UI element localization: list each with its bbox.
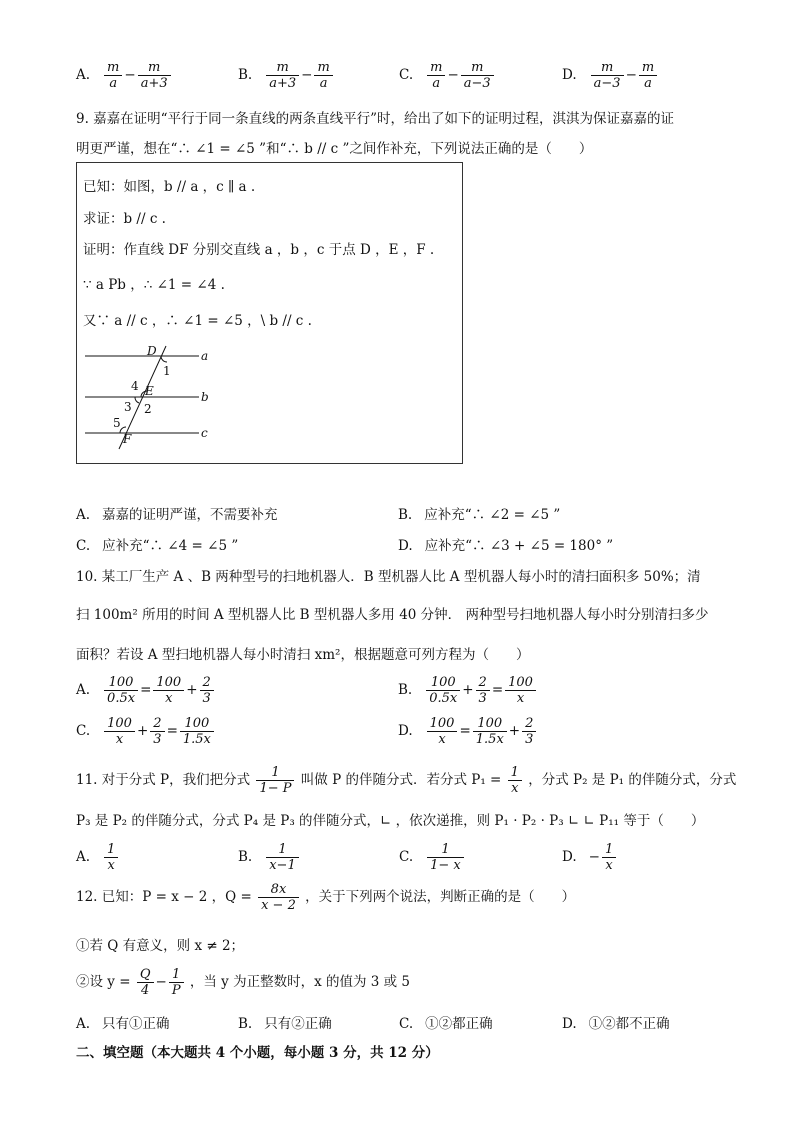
q12-statement-1: ①若 Q 有意义，则 x ≠ 2； xyxy=(76,938,245,954)
q12-option-a[interactable]: A. 只有①正确 xyxy=(76,1016,170,1032)
q9-option-d[interactable]: D. 应补充“∴ ∠3 + ∠5 = 180° ” xyxy=(398,538,614,554)
fraction: $\frac{m}{a+3}$ xyxy=(138,60,171,91)
label-a: a xyxy=(201,349,209,363)
fraction: $\frac{100}{1.5x}$ xyxy=(180,716,214,747)
label-angle-2: 2 xyxy=(144,402,152,416)
q-fraction: $\frac{8x}{x - 2}$ xyxy=(258,882,299,913)
q11-line2: P₃ 是 P₂ 的伴随分式，分式 P₄ 是 P₃ 的伴随分式，∟ ，依次递推，则 P₁ · P₂ · P₃ ∟ ∟ P₁₁ 等于（ ） xyxy=(76,813,705,829)
fraction: $\frac{1}{x}$ xyxy=(104,842,118,873)
q12-option-b[interactable]: B. 只有②正确 xyxy=(238,1016,332,1032)
q12-statement-2: ②设 y = $\frac{Q}{4}$ − $\frac{1}{P}$ ，当 y 为正整数时，x 的值为 3 或 5 xyxy=(76,967,411,998)
q10-option-d[interactable]: D. $\frac{100}{x}$ = $\frac{100}{1.5x}$ + $\frac{2}{3}$ xyxy=(398,716,538,747)
q10-option-b[interactable]: B. $\frac{100}{0.5x}$ + $\frac{2}{3}$ = $\frac{100}{x}$ xyxy=(398,675,538,706)
q10-line3: 面积？若设 A 型扫地机器人每小时清扫 xm²，根据题意可列方程为（ ） xyxy=(76,647,530,663)
fraction: $\frac{100}{0.5x}$ xyxy=(104,675,138,706)
label-angle-4: 4 xyxy=(131,379,139,393)
fraction: $\frac{m}{a}$ xyxy=(639,60,657,91)
label-F: F xyxy=(123,432,132,446)
fraction: $\frac{1}{x-1}$ xyxy=(266,842,299,873)
proof-given: 已知：如图，b // a ，c ∥ a . xyxy=(83,179,256,195)
q10-line2: 扫 100m² 所用的时间 A 型机器人比 B 型机器人多用 40 分钟． 两种型号扫地机器人每小时分别清扫多少 xyxy=(76,607,709,623)
fraction: $\frac{m}{a-3}$ xyxy=(461,60,494,91)
fraction: $\frac{2}{3}$ xyxy=(150,716,164,747)
q10-option-c[interactable]: C. $\frac{100}{x}$ + $\frac{2}{3}$ = $\frac{100}{1.5x}$ xyxy=(76,716,216,747)
q11-line1: 11. 对于分式 P，我们把分式 $\frac{1}{1- P}$ 叫做 P 的伴随分式．若分式 P₁ = $\frac{1}{x}$ ，分式 P₂ 是 P₁ 的伴随分式，分式 xyxy=(76,765,737,796)
fraction: $\frac{m}{a}$ xyxy=(314,60,332,91)
fraction: $\frac{1}{1- x}$ xyxy=(427,842,464,873)
parallel-lines-figure xyxy=(77,163,462,463)
q8-option-b[interactable]: B. $\frac{m}{a+3}$ − $\frac{m}{a}$ xyxy=(238,60,335,91)
q10-line1: 10. 某工厂生产 A 、B 两种型号的扫地机器人．B 型机器人比 A 型机器人每小时的清扫面积多 50%；清 xyxy=(76,569,701,585)
q10-option-a[interactable]: A. $\frac{100}{0.5x}$ = $\frac{100}{x}$ + $\frac{2}{3}$ xyxy=(76,675,216,706)
fraction: $\frac{100}{0.5x}$ xyxy=(426,675,460,706)
proof-prove: 求证：b // c . xyxy=(83,211,166,227)
fraction: $\frac{1}{x}$ xyxy=(602,842,616,873)
companion-fraction: $\frac{1}{1- P}$ xyxy=(256,765,294,796)
q11-option-b[interactable]: B. $\frac{1}{x-1}$ xyxy=(238,842,301,873)
q8-option-a[interactable]: A. $\frac{m}{a}$ − $\frac{m}{a+3}$ xyxy=(76,60,173,91)
fraction: $\frac{2}{3}$ xyxy=(522,716,536,747)
q12-option-d[interactable]: D. ①②都不正确 xyxy=(562,1016,670,1032)
proof-construction: 证明：作直线 DF 分别交直线 a ，b ，c 于点 D ，E ，F . xyxy=(83,242,435,258)
q9-line2: 明更严谨，想在“∴ ∠1 = ∠5 ”和“∴ b // c ”之间作补充，下列说法正确的是（ ） xyxy=(76,141,593,157)
fraction: $\frac{100}{x}$ xyxy=(153,675,184,706)
q11-option-d[interactable]: D. − $\frac{1}{x}$ xyxy=(562,842,618,873)
fraction: $\frac{m}{a-3}$ xyxy=(591,60,624,91)
q9-line1: 9. 嘉嘉在证明“平行于同一条直线的两条直线平行”时，给出了如下的证明过程，淇淇为保证嘉嘉的证 xyxy=(76,111,674,127)
label-E: E xyxy=(145,384,154,398)
q9-option-c[interactable]: C. 应补充“∴ ∠4 = ∠5 ” xyxy=(76,538,239,554)
label-c: c xyxy=(201,426,208,440)
fraction: $\frac{100}{x}$ xyxy=(505,675,536,706)
fraction: $\frac{m}{a}$ xyxy=(427,60,445,91)
fraction: $\frac{100}{1.5x}$ xyxy=(473,716,507,747)
q8-option-c[interactable]: C. $\frac{m}{a}$ − $\frac{m}{a-3}$ xyxy=(399,60,496,91)
fraction: $\frac{2}{3}$ xyxy=(476,675,490,706)
q12-option-c[interactable]: C. ①②都正确 xyxy=(399,1016,493,1032)
proof-step2: 又∵ a // c ，∴ ∠1 = ∠5 ，\ b // c . xyxy=(83,313,312,329)
label-angle-3: 3 xyxy=(124,400,132,414)
section-2-heading: 二、填空题（本大题共 4 个小题，每小题 3 分，共 12 分） xyxy=(76,1045,439,1061)
angle-1-arc xyxy=(161,356,167,362)
q12-line1: 12. 已知：P = x − 2 ，Q = $\frac{8x}{x - 2}$ ，关于下列两个说法，判断正确的是（ ） xyxy=(76,882,576,913)
label-angle-1: 1 xyxy=(163,364,171,378)
proof-box xyxy=(76,162,463,464)
fraction: $\frac{100}{x}$ xyxy=(427,716,458,747)
label-angle-5: 5 xyxy=(113,416,121,430)
q9-option-a[interactable]: A. 嘉嘉的证明严谨，不需要补充 xyxy=(76,507,278,523)
angle-3-arc xyxy=(135,397,139,403)
fraction: $\frac{100}{x}$ xyxy=(104,716,135,747)
label-D: D xyxy=(147,344,157,358)
fraction: $\frac{m}{a}$ xyxy=(104,60,122,91)
proof-step1: ∵ a Pb ，∴ ∠1 = ∠4 . xyxy=(83,277,225,293)
q11-option-a[interactable]: A. $\frac{1}{x}$ xyxy=(76,842,120,873)
fraction: $\frac{2}{3}$ xyxy=(200,675,214,706)
q8-option-d[interactable]: D. $\frac{m}{a-3}$ − $\frac{m}{a}$ xyxy=(562,60,659,91)
fraction: $\frac{m}{a+3}$ xyxy=(266,60,299,91)
label-b: b xyxy=(201,390,209,404)
q11-option-c[interactable]: C. $\frac{1}{1- x}$ xyxy=(399,842,466,873)
p1-fraction: $\frac{1}{x}$ xyxy=(508,765,522,796)
q9-option-b[interactable]: B. 应补充“∴ ∠2 = ∠5 ” xyxy=(398,507,561,523)
